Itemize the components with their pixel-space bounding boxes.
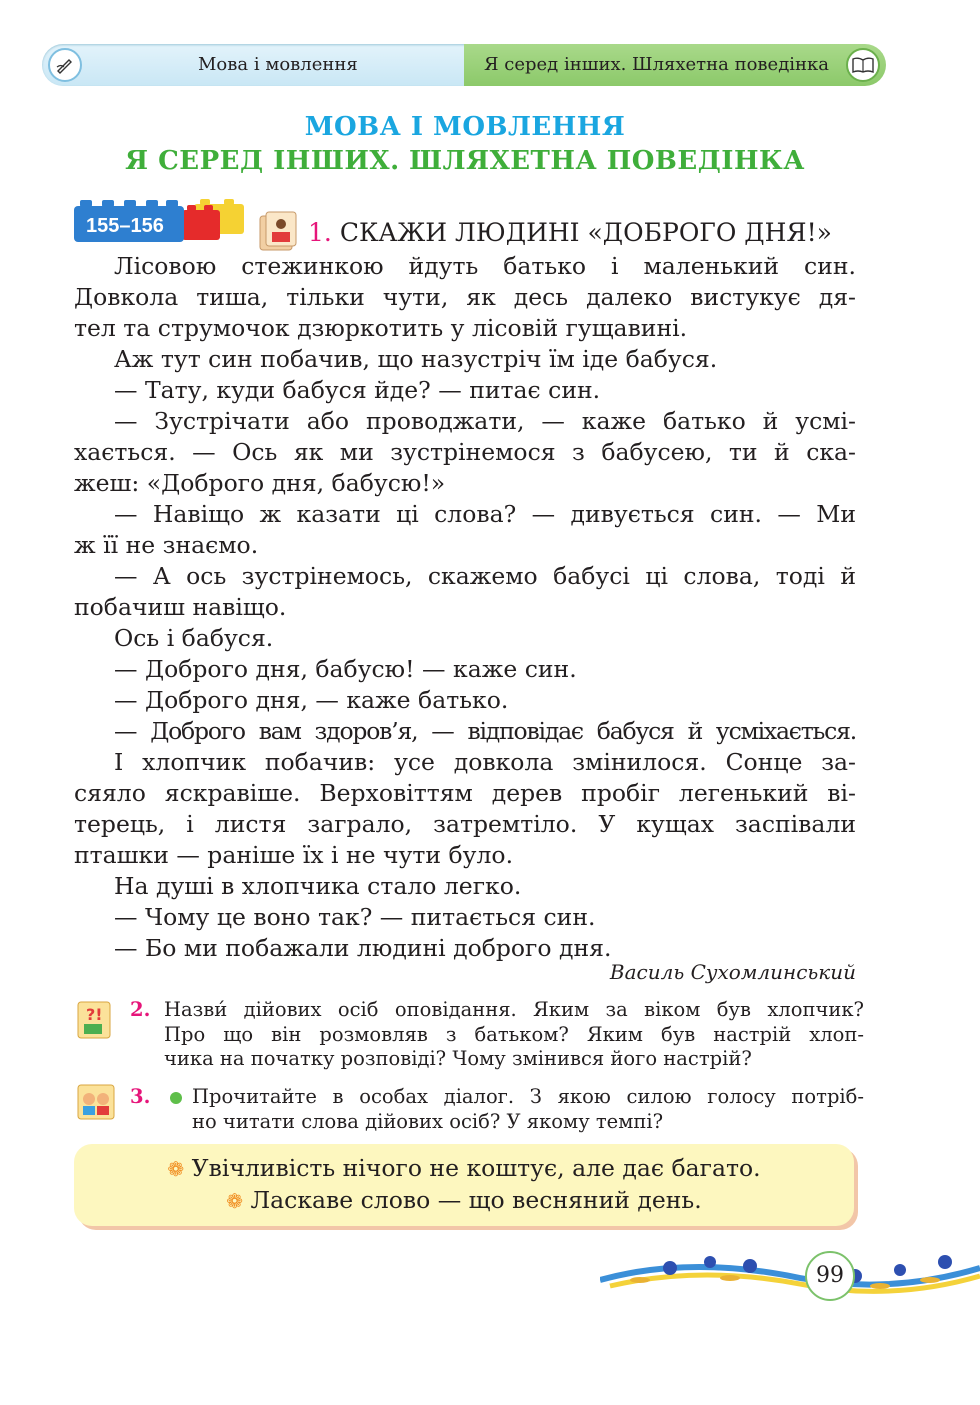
exercise-1-number: 1. [308, 218, 332, 247]
header-section-left [42, 44, 472, 86]
exercise-1-title [308, 218, 832, 247]
story-line: побачиш навіщо. [74, 593, 287, 621]
question-icon [74, 998, 118, 1042]
story-line: хається. — Ось як ми зустрінемося з бабусею, ти й ска- [74, 438, 856, 466]
header-section-right [464, 44, 886, 86]
story-line: — Чому це воно так? — питається син. [114, 903, 596, 931]
story-line: терець, і листя заграло, затремтіло. У кущах заспівали [74, 810, 856, 838]
reading-book-icon [256, 210, 300, 254]
section-subtitle: Я СЕРЕД ІНШИХ. ШЛЯХЕТНА ПОВЕДІНКА [125, 146, 805, 176]
flower-icon: ❁ [167, 1157, 185, 1181]
proverb-1-text: Увічливість нічого не коштує, але дає багато. [191, 1154, 761, 1182]
task-2-text [164, 998, 864, 1072]
task-2-line: чика на початку розповіді? Чому змінився його настрій? [164, 1047, 752, 1070]
story-line: — Тату, куди бабуся йде? — питає син. [114, 376, 601, 404]
proverb-1 [74, 1154, 854, 1182]
story-line: — А ось зустрінемось, скажемо бабусі ці слова, тоді й [114, 562, 856, 590]
lesson-badge [74, 196, 250, 246]
svg-text:?!: ?! [86, 1005, 103, 1024]
story-line: ж її не знаємо. [74, 531, 259, 559]
page-header [42, 44, 886, 86]
green-bullet-icon [170, 1092, 182, 1104]
task-2-line: Про що він розмовляв з батьком? Яким був настрій хлоп- [164, 1022, 864, 1046]
story-line: — Доброго дня, — каже батько. [114, 686, 509, 714]
task-2 [74, 998, 864, 1073]
task-2-line: Назви́ дійових осіб оповідання. Яким за віком був хлопчик? [164, 998, 864, 1021]
pair-work-icon [74, 1081, 118, 1125]
flower-garland-decoration [600, 1240, 980, 1310]
story-line: Довкола тиша, тільки чути, як десь далеко вистукує дя- [74, 283, 856, 311]
story-line: Ось і бабуся. [114, 624, 274, 652]
story-line: — Бо ми побажали людині доброго дня. [114, 934, 612, 962]
story-line: жеш: «Доброго дня, бабусю!» [74, 469, 446, 497]
section-title: МОВА І МОВЛЕННЯ [304, 112, 626, 142]
flower-icon: ❁ [226, 1189, 244, 1213]
story-author: Василь Сухомлинський [609, 960, 856, 984]
story-text [74, 251, 856, 964]
task-2-number: 2. [130, 998, 151, 1021]
proverb-2-text: Ласкаве слово — що весняний день. [250, 1186, 702, 1214]
book-icon [846, 48, 880, 82]
story-line: — Доброго вам здоров’я, — відповідає бабуся й усміхається. [114, 717, 856, 745]
task-3-line: Прочитайте в особах діалог. З якою силою голосу потріб- [192, 1085, 864, 1108]
task-3-line: но читати слова дійових осіб? У якому темпі? [192, 1109, 664, 1133]
lesson-badge-label: 155–156 [86, 215, 164, 237]
story-line: — Доброго дня, бабусю! — каже син. [114, 655, 577, 683]
story-line: — Зустрічати або проводжати, — каже батько й усмі- [114, 407, 856, 435]
task-3-number: 3. [130, 1085, 151, 1108]
story-line: На душі в хлопчика стало легко. [114, 872, 522, 900]
story-line: Аж тут син побачив, що назустріч їм іде бабуся. [114, 345, 718, 373]
story-line: І хлопчик побачив: усе довкола змінилося. Сонце за- [114, 748, 856, 776]
task-3-text [192, 1085, 864, 1134]
pen-icon [48, 48, 82, 82]
page-number: 99 [805, 1251, 855, 1301]
story-line: Лісовою стежинкою йдуть батько і маленький син. [114, 252, 856, 280]
exercise-1-heading: СКАЖИ ЛЮДИНІ «ДОБРОГО ДНЯ!» [339, 218, 832, 247]
proverbs-box [74, 1144, 854, 1226]
task-3 [74, 1085, 864, 1135]
story-line: тел та струмочок дзюркотить у лісовій гущавині. [74, 314, 688, 342]
story-line: пташки — раніше їх і не чути було. [74, 841, 514, 869]
proverb-2 [74, 1186, 854, 1214]
story-line: сяяло яскравіше. Верховіттям дерев пробіг легенький ві- [74, 779, 856, 807]
story-line: — Навіщо ж казати ці слова? — дивується син. — Ми [114, 500, 856, 528]
header-right-label: Я серед інших. Шляхетна поведінка [484, 54, 830, 75]
header-left-label: Мова і мовлення [198, 54, 358, 75]
